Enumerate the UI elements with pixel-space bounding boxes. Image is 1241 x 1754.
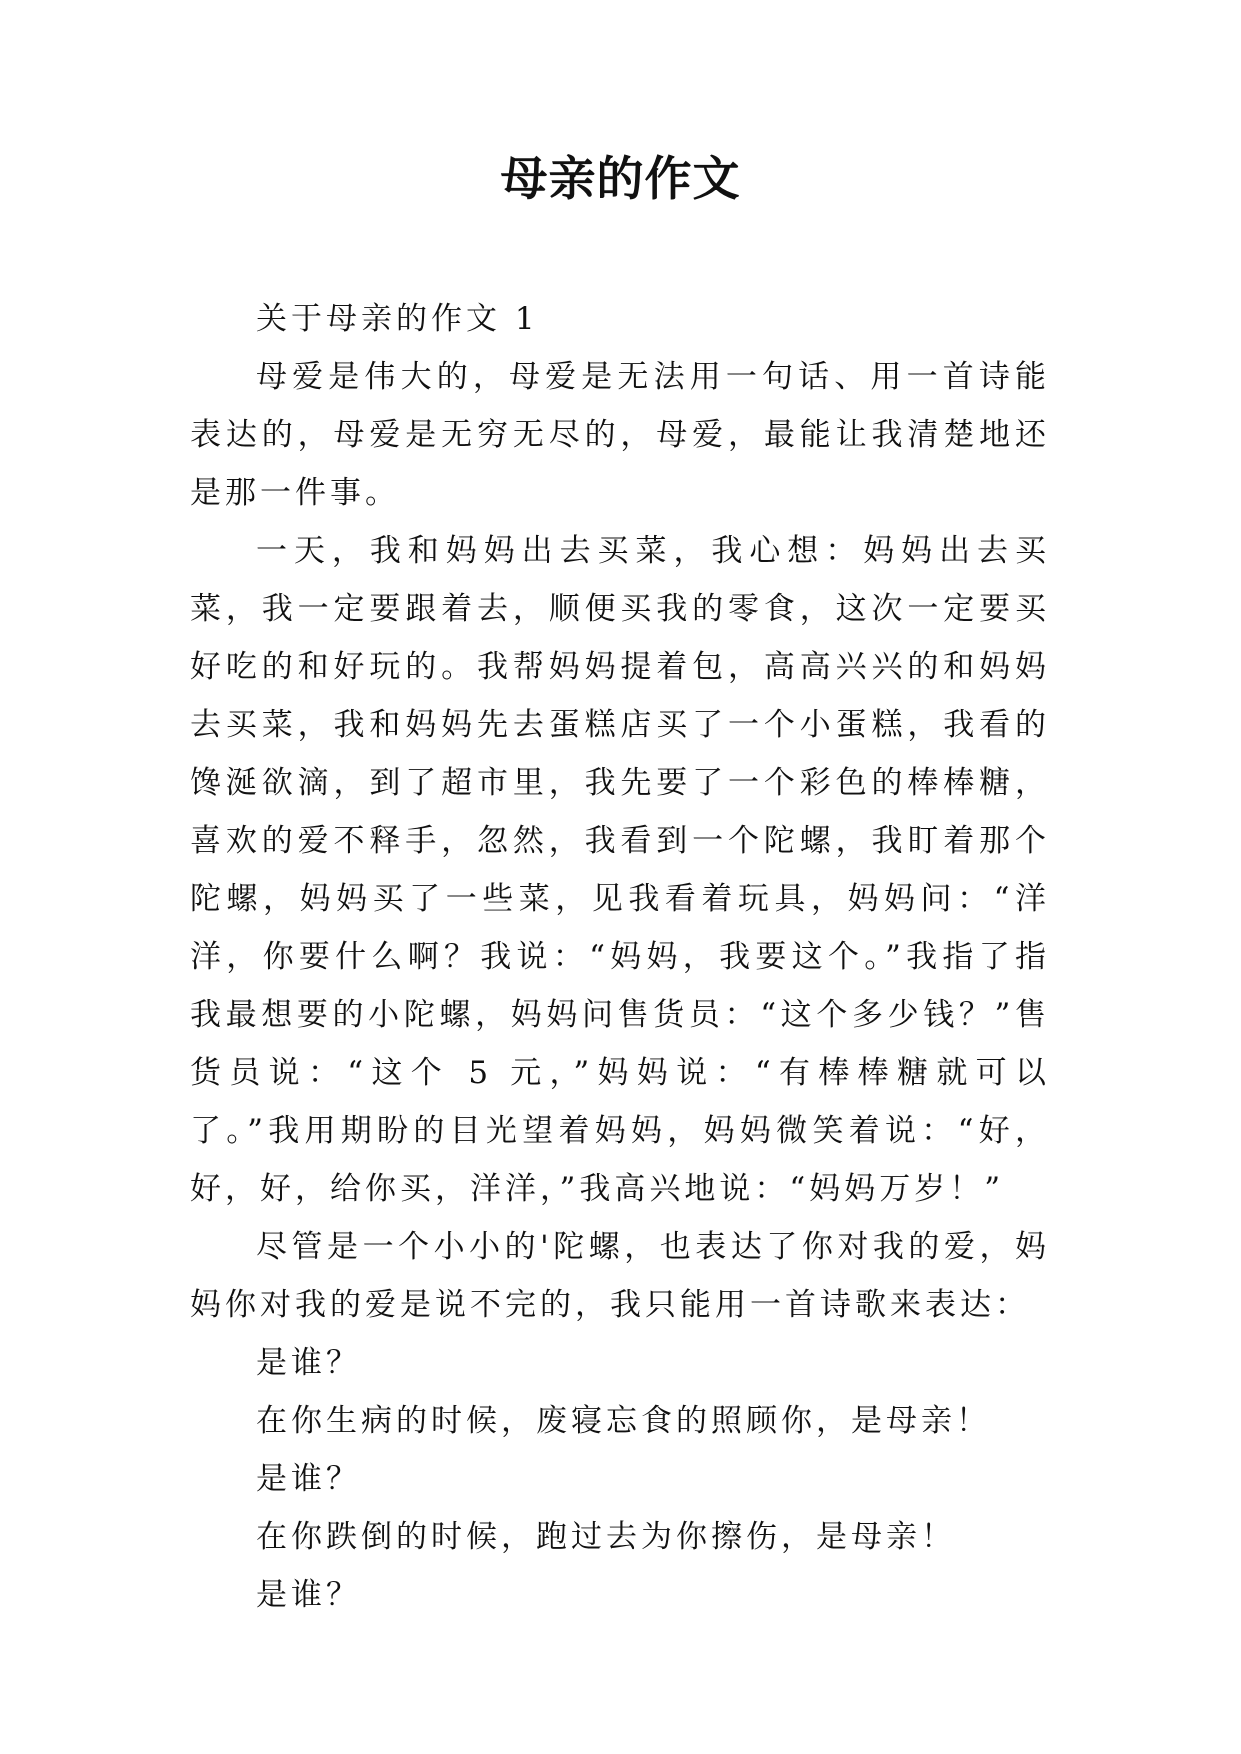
paragraph-2: 一天，我和妈妈出去买菜，我心想：妈妈出去买菜，我一定要跟着去，顺便买我的零食，这次一定要买好吃的和好玩的。我帮妈妈提着包，高高兴兴的和妈妈去买菜，我和妈妈先去蛋糕店买了一个小蛋糕，我看的馋涎欲滴，到了超市里，我先要了一个彩色的棒棒糖，喜欢的爱不释手，忽然，我看到一个陀螺，我盯着那个陀螺，妈妈买了一些菜，见我看着玩具，妈妈问：“洋洋，你要什么啊？我说：“妈妈，我要这个。”我指了指我最想要的小陀螺，妈妈问售货员：“这个多少钱？”售货员说：“这个 5 元，”妈妈说：“有棒棒糖就可以了。”我用期盼的目光望着妈妈，妈妈微笑着说：“好，好，好，给你买，洋洋，”我高兴地说：“妈妈万岁！”: [190, 533, 1050, 1207]
document-title: 母亲的作文: [500, 152, 741, 207]
poem-line-4: 在你跌倒的时候，跑过去为你擦伤，是母亲！: [256, 1519, 956, 1555]
poem-line-1: 是谁？: [256, 1345, 361, 1381]
paragraph-3: 尽管是一个小小的'陀螺，也表达了你对我的爱，妈妈你对我的爱是说不完的，我只能用一首诗歌来表达：: [190, 1229, 1050, 1323]
essay-heading: 关于母亲的作文 1: [256, 301, 539, 337]
poem-line-5: 是谁？: [256, 1577, 361, 1613]
paragraph-1: 母爱是伟大的，母爱是无法用一句话、用一首诗能表达的，母爱是无穷无尽的，母爱，最能让我清楚地还是那一件事。: [190, 359, 1050, 511]
poem-line-2: 在你生病的时候，废寝忘食的照顾你，是母亲！: [256, 1403, 991, 1439]
document-body: [190, 290, 1050, 1624]
poem-line-3: 是谁？: [256, 1461, 361, 1497]
